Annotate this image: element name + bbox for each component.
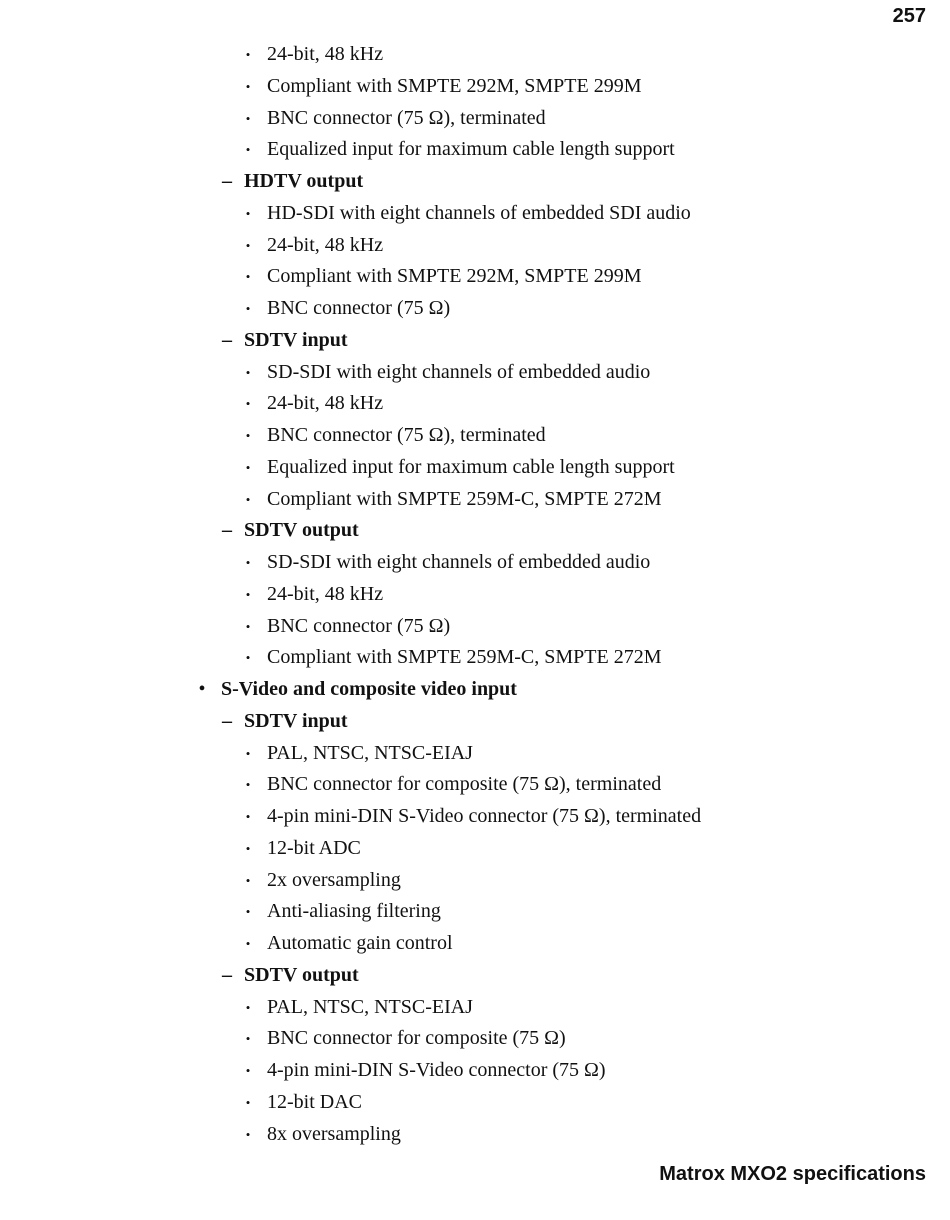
bullet-marker: • — [245, 555, 251, 570]
list-item — [0, 1087, 950, 1119]
bullet-marker: • — [245, 142, 251, 158]
item-text: PAL, NTSC, NTSC-EIAJ — [267, 741, 473, 764]
item-text: SDTV input — [244, 328, 348, 351]
list-item — [0, 293, 950, 325]
bullet-marker: • — [245, 1063, 251, 1078]
bullet-marker: • — [245, 110, 251, 126]
item-text: Compliant with SMPTE 292M, SMPTE 299M — [267, 265, 642, 288]
list-item — [0, 611, 950, 643]
bullet-marker: • — [245, 428, 251, 443]
bullet-marker: • — [245, 1031, 251, 1047]
list-item — [0, 484, 950, 516]
dash-marker: – — [222, 170, 232, 192]
item-text: BNC connector (75 Ω) — [267, 614, 451, 637]
spec-list — [0, 39, 950, 1150]
item-text: PAL, NTSC, NTSC-EIAJ — [267, 995, 473, 1018]
list-item — [0, 357, 950, 389]
bullet-marker: • — [245, 809, 251, 824]
item-text: BNC connector (75 Ω) — [267, 297, 451, 319]
list-item — [0, 420, 950, 452]
section-heading — [0, 674, 950, 706]
bullet-marker: • — [245, 904, 251, 920]
dash-marker: – — [222, 963, 232, 986]
list-item — [0, 896, 950, 928]
subsection-heading — [0, 166, 950, 198]
subsection-heading — [0, 515, 950, 547]
bullet-marker: • — [245, 491, 251, 507]
item-text: 4-pin mini-DIN S-Video connector (75 Ω), terminated — [267, 805, 702, 827]
list-item — [0, 388, 950, 420]
list-item — [0, 769, 950, 801]
bullet-marker: • — [245, 205, 251, 221]
footer-title: Matrox MXO2 specifications — [659, 1163, 926, 1185]
subsection-heading — [0, 960, 950, 992]
item-text: Anti-aliasing filtering — [267, 900, 441, 923]
item-text: 4-pin mini-DIN S-Video connector (75 Ω) — [267, 1059, 606, 1081]
item-text: 24-bit, 48 kHz — [267, 233, 384, 256]
item-text: SD-SDI with eight channels of embedded audio — [267, 551, 651, 573]
dash-marker: – — [222, 519, 232, 542]
item-text: SDTV output — [244, 963, 359, 986]
bullet-marker: • — [245, 840, 251, 856]
list-item — [0, 103, 950, 135]
item-text: 2x oversampling — [267, 868, 401, 891]
item-text: HDTV output — [244, 170, 364, 192]
item-text: Compliant with SMPTE 259M-C, SMPTE 272M — [267, 487, 662, 510]
list-item — [0, 579, 950, 611]
list-item — [0, 230, 950, 262]
item-text: 12-bit DAC — [267, 1090, 362, 1113]
item-text: 24-bit, 48 kHz — [267, 582, 384, 605]
list-item — [0, 1119, 950, 1151]
bullet-marker: • — [245, 872, 251, 888]
page-number: 257 — [892, 5, 926, 27]
bullet-marker: • — [245, 1094, 251, 1110]
item-text: 24-bit, 48 kHz — [267, 43, 384, 65]
list-item — [0, 642, 950, 674]
list-item — [0, 928, 950, 960]
item-text: Equalized input for maximum cable length support — [267, 455, 675, 478]
dash-marker: – — [222, 709, 232, 732]
list-item — [0, 452, 950, 484]
bullet-marker: • — [245, 78, 251, 94]
item-text: Compliant with SMPTE 292M, SMPTE 299M — [267, 74, 642, 97]
bullet-marker: • — [198, 678, 206, 700]
item-text: 24-bit, 48 kHz — [267, 392, 384, 415]
item-text: SD-SDI with eight channels of embedded audio — [267, 360, 651, 383]
list-item — [0, 1023, 950, 1055]
bullet-marker: • — [245, 936, 251, 951]
bullet-marker: • — [245, 301, 251, 316]
bullet-marker: • — [245, 999, 251, 1015]
item-text: Automatic gain control — [267, 932, 453, 954]
item-text: SDTV output — [244, 519, 359, 542]
bullet-marker: • — [245, 269, 251, 285]
list-item — [0, 833, 950, 865]
list-item — [0, 134, 950, 166]
list-item — [0, 801, 950, 833]
bullet-marker: • — [245, 777, 251, 793]
list-item — [0, 71, 950, 103]
list-item — [0, 992, 950, 1024]
bullet-marker: • — [245, 47, 251, 62]
item-text: HD-SDI with eight channels of embedded SDI audio — [267, 201, 691, 224]
bullet-marker: • — [245, 237, 251, 253]
bullet-marker: • — [245, 618, 251, 634]
subsection-heading — [0, 325, 950, 357]
item-text: Compliant with SMPTE 259M-C, SMPTE 272M — [267, 646, 662, 669]
bullet-marker: • — [245, 396, 251, 412]
item-text: S-Video and composite video input — [221, 678, 517, 700]
item-text: 12-bit ADC — [267, 836, 361, 859]
bullet-marker: • — [245, 459, 251, 475]
list-item — [0, 1055, 950, 1087]
bullet-marker: • — [245, 1126, 251, 1142]
list-item — [0, 39, 950, 71]
item-text: SDTV input — [244, 709, 348, 732]
item-text: Equalized input for maximum cable length support — [267, 138, 675, 161]
bullet-marker: • — [245, 650, 251, 666]
bullet-marker: • — [245, 586, 251, 602]
item-text: 8x oversampling — [267, 1122, 401, 1145]
item-text: BNC connector (75 Ω), terminated — [267, 424, 546, 446]
dash-marker: – — [222, 328, 232, 351]
list-item — [0, 738, 950, 770]
list-item — [0, 261, 950, 293]
list-item — [0, 198, 950, 230]
bullet-marker: • — [245, 364, 251, 380]
item-text: BNC connector for composite (75 Ω) — [267, 1027, 566, 1050]
list-item — [0, 547, 950, 579]
item-text: BNC connector for composite (75 Ω), terminated — [267, 773, 662, 796]
item-text: BNC connector (75 Ω), terminated — [267, 106, 546, 129]
bullet-marker: • — [245, 745, 251, 761]
subsection-heading — [0, 706, 950, 738]
list-item — [0, 865, 950, 897]
